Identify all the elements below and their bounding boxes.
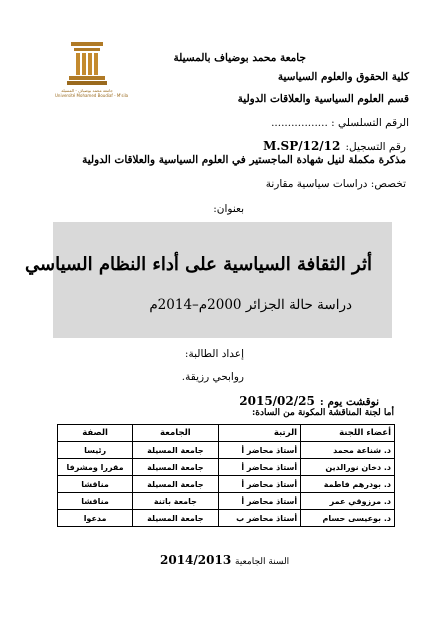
member-university: جامعة المسيلة [133, 476, 218, 493]
member-role: مناقشا [58, 493, 133, 510]
header-role: الصفة [58, 425, 133, 442]
academic-year-label: السنة الجامعية [235, 557, 290, 567]
table-row [58, 493, 395, 510]
table-row [58, 476, 395, 493]
logo-caption-latin: Université Mohamed Boudiaf - M'sila [55, 93, 129, 98]
committee-intro: أما لجنة المناقشة المكونة من السادة: [251, 408, 394, 418]
header-rank: الرتبة [218, 425, 301, 442]
registration-value: M.SP/12/12 [263, 139, 341, 153]
logo-caption: جامعة محمد بوضياف - المسيلة [61, 88, 113, 93]
thesis-title: أثر الثقافة السياسية على أداء النظام السياسي [25, 254, 372, 275]
member-name: د. شناعة محمد [301, 442, 395, 459]
member-role: رئيسا [58, 442, 133, 459]
registration-line [263, 135, 406, 154]
committee-table [57, 424, 395, 527]
header-university: الجامعة [133, 425, 218, 442]
department-name: قسم العلوم السياسية والعلاقات الدولية [237, 93, 409, 105]
thesis-purpose: مذكرة مكملة لنيل شهادة الماجستير في العلوم السياسية والعلاقات الدولية [82, 154, 406, 166]
member-university: جامعة المسيلة [133, 459, 218, 476]
university-logo [55, 38, 129, 110]
member-name: د. مرزوقي عمر [301, 493, 395, 510]
member-role: مناقشا [58, 476, 133, 493]
thesis-specialty: تخصص: دراسات سياسية مقارنة [265, 178, 406, 190]
author-name: روابحي رزيقة. [181, 371, 244, 383]
defense-date-label: نوقشت يوم : [319, 396, 379, 408]
registration-label: رقم التسجيل: [345, 141, 406, 153]
member-rank: أستاذ محاضر أ [218, 493, 301, 510]
member-university: جامعة باتنة [133, 493, 218, 510]
defense-date: 2015/02/25 [239, 394, 315, 408]
table-row [58, 510, 395, 527]
member-university: جامعة المسيلة [133, 442, 218, 459]
member-rank: أستاذ محاضر أ [218, 459, 301, 476]
committee-header-row [58, 425, 395, 442]
member-name: د. بوعيسى حسام [301, 510, 395, 527]
member-university: جامعة المسيلة [133, 510, 218, 527]
university-building-icon [65, 38, 109, 88]
defense-date-line [239, 390, 379, 409]
academic-year-line [160, 553, 289, 567]
university-name: جامعة محمد بوضياف بالمسيلة [173, 52, 306, 64]
member-role: مدعوا [58, 510, 133, 527]
table-row [58, 459, 395, 476]
member-name: د. بودرهم فاطمة [301, 476, 395, 493]
member-rank: أستاذ محاضر أ [218, 442, 301, 459]
member-rank: أستاذ محاضر ب [218, 510, 301, 527]
member-name: د. دخان نورالدين [301, 459, 395, 476]
academic-year-value: 2014/2013 [160, 553, 232, 567]
member-rank: أستاذ محاضر أ [218, 476, 301, 493]
thesis-subtitle: دراسة حالة الجزائر 2000م–2014م [149, 297, 352, 313]
header-member: أعضاء اللجنة [301, 425, 395, 442]
member-role: مقررا ومشرفا [58, 459, 133, 476]
author-label: إعداد الطالبة: [184, 348, 244, 360]
table-row [58, 442, 395, 459]
faculty-name: كلية الحقوق والعلوم السياسية [277, 71, 409, 83]
title-box [25, 222, 392, 338]
title-label: بعنوان: [213, 203, 244, 215]
serial-number-label: الرقم التسلسلي : ................. [271, 117, 409, 129]
